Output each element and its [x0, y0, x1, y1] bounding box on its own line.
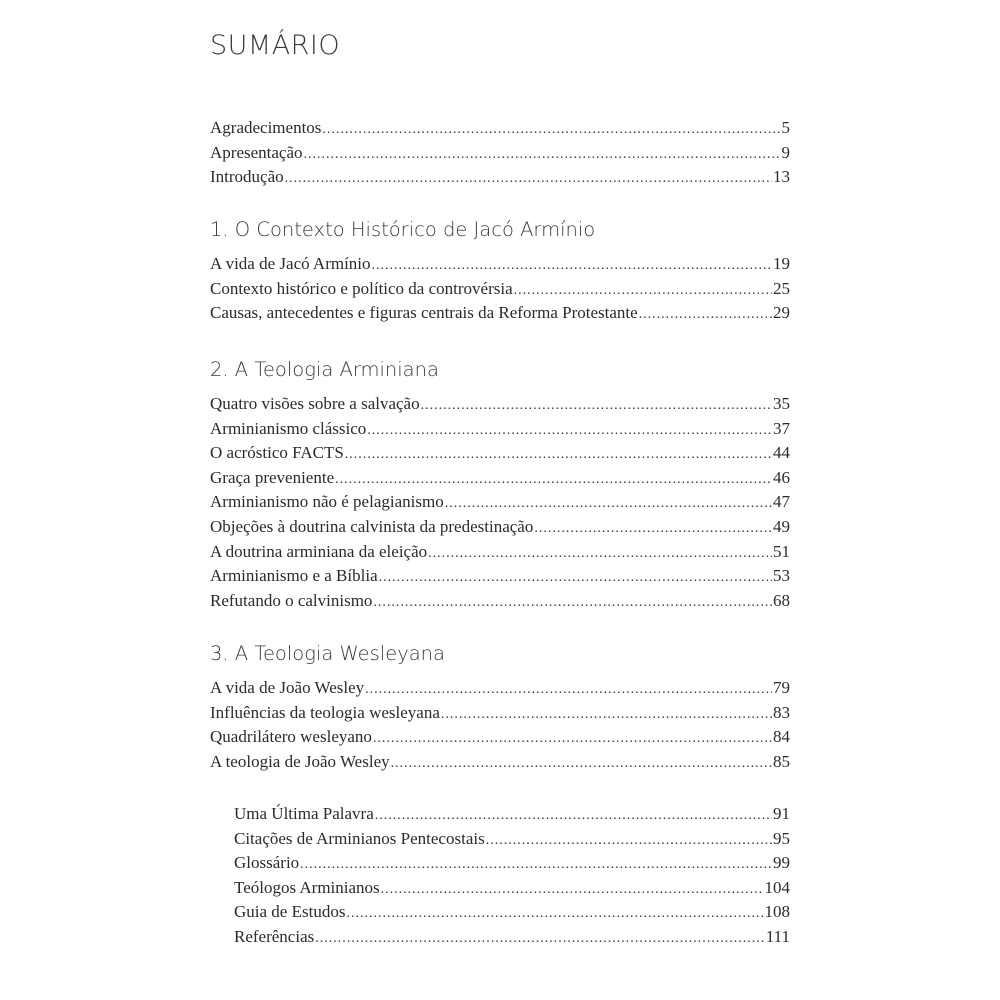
dot-leader [373, 727, 772, 752]
entry-page: 104 [764, 877, 790, 897]
entry-page: 13 [773, 167, 790, 187]
entry-label: Uma Última Palavra [234, 804, 374, 823]
chapter-1-section [210, 216, 790, 326]
page-title: SUMÁRIO [210, 30, 341, 61]
entry-label: Quadrilátero wesleyano [210, 727, 372, 747]
entry-page: 108 [764, 902, 790, 922]
dot-leader [373, 591, 772, 616]
toc-entry[interactable] [210, 515, 790, 540]
dot-leader [367, 419, 772, 444]
toc-entry[interactable] [210, 277, 790, 302]
entry-page: 44 [773, 443, 790, 463]
toc-entry[interactable] [210, 466, 790, 491]
entry-page: 68 [773, 590, 790, 610]
dot-leader [285, 167, 772, 192]
entry-label: A vida de João Wesley [210, 678, 365, 697]
entry-label: Apresentação [210, 142, 303, 162]
dot-leader [379, 566, 772, 591]
entry-label: A teologia de João Wesley [210, 751, 390, 771]
entry-label: O acróstico FACTS [210, 443, 344, 463]
entry-page: 49 [773, 516, 790, 536]
dot-leader [365, 678, 772, 703]
toc-entry[interactable] [210, 392, 790, 417]
dot-leader [372, 254, 772, 279]
dot-leader [639, 303, 772, 328]
entry-label: Agradecimentos [210, 118, 322, 137]
entry-page: 95 [773, 828, 790, 848]
dot-leader [428, 542, 772, 567]
entry-page: 111 [765, 926, 790, 946]
toc-entry[interactable] [210, 490, 790, 515]
chapter-heading[interactable]: 1. O Contexto Histórico de Jacó Armínio [210, 218, 596, 241]
dot-leader [375, 804, 772, 829]
dot-leader [486, 829, 772, 854]
entry-label: Influências da teologia wesleyana [210, 702, 440, 722]
entry-page: 35 [773, 394, 790, 413]
entry-label: Guia de Estudos [234, 902, 346, 922]
toc-entry[interactable] [234, 802, 790, 827]
entry-label: Graça preveniente [210, 467, 335, 487]
entry-label: Causas, antecedentes e figuras centrais da Reforma Protestante [210, 303, 638, 323]
dot-leader [304, 143, 781, 168]
toc-entry[interactable] [234, 851, 790, 876]
chapter-2-section [210, 356, 790, 613]
toc-entry[interactable] [210, 441, 790, 466]
entry-page: 47 [773, 492, 790, 512]
entry-page: 83 [773, 702, 790, 722]
entry-label: Arminianismo e a Bíblia [210, 566, 378, 586]
entry-page: 91 [773, 804, 790, 823]
entry-page: 46 [773, 467, 790, 487]
toc-entry[interactable] [210, 141, 790, 166]
entry-page: 84 [773, 727, 790, 747]
entry-label: Arminianismo clássico [210, 418, 367, 438]
entry-label: Contexto histórico e político da controvérsia [210, 278, 513, 298]
toc-entry[interactable] [210, 701, 790, 726]
dot-leader [381, 878, 764, 903]
chapter-3-section [210, 640, 790, 774]
entry-page: 79 [773, 678, 790, 697]
entry-label: Teólogos Arminianos [234, 877, 380, 897]
dot-leader [445, 492, 772, 517]
entry-label: Citações de Arminianos Pentecostais [234, 828, 485, 848]
entry-label: A vida de Jacó Armínio [210, 254, 371, 273]
entry-page: 29 [773, 303, 790, 323]
dot-leader [315, 927, 765, 952]
dot-leader [322, 118, 780, 143]
dot-leader [300, 853, 772, 878]
entry-label: Referências [234, 926, 315, 946]
toc-entry[interactable] [210, 676, 790, 701]
toc-entry[interactable] [210, 564, 790, 589]
entry-page: 25 [773, 278, 790, 298]
entry-page: 99 [773, 853, 790, 873]
toc-entry[interactable] [210, 589, 790, 614]
entry-label: Quatro visões sobre a salvação [210, 394, 420, 413]
dot-leader [421, 394, 772, 419]
dot-leader [345, 443, 772, 468]
entry-page: 53 [773, 566, 790, 586]
entry-label: Introdução [210, 167, 284, 187]
toc-entry[interactable] [210, 725, 790, 750]
toc-entry[interactable] [210, 540, 790, 565]
entry-label: Arminianismo não é pelagianismo [210, 492, 444, 512]
toc-entry[interactable] [210, 252, 790, 277]
dot-leader [346, 902, 763, 927]
dot-leader [391, 752, 772, 777]
entry-page: 51 [773, 541, 790, 561]
toc-entry[interactable] [210, 116, 790, 141]
entry-label: A doutrina arminiana da eleição [210, 541, 428, 561]
entry-label: Glossário [234, 853, 300, 873]
entry-label: Refutando o calvinismo [210, 590, 373, 610]
toc-entry[interactable] [234, 925, 790, 950]
entry-page: 37 [773, 418, 790, 438]
dot-leader [514, 279, 772, 304]
dot-leader [335, 468, 772, 493]
entry-label: Objeções à doutrina calvinista da predestinação [210, 516, 534, 536]
chapter-heading[interactable]: 2. A Teologia Arminiana [210, 358, 439, 381]
front-matter-list [210, 116, 790, 190]
toc-entry[interactable] [210, 750, 790, 775]
entry-page: 85 [773, 751, 790, 771]
entry-page: 19 [773, 254, 790, 273]
chapter-heading[interactable]: 3. A Teologia Wesleyana [210, 642, 445, 665]
dot-leader [441, 703, 772, 728]
back-matter-list [234, 802, 790, 950]
toc-entry[interactable] [234, 876, 790, 901]
toc-entry[interactable] [234, 827, 790, 852]
toc-entry[interactable] [210, 165, 790, 190]
toc-entry[interactable] [210, 417, 790, 442]
toc-entry[interactable] [234, 900, 790, 925]
toc-entry[interactable] [210, 301, 790, 326]
dot-leader [534, 517, 772, 542]
entry-page: 9 [781, 142, 790, 162]
entry-page: 5 [781, 118, 790, 137]
